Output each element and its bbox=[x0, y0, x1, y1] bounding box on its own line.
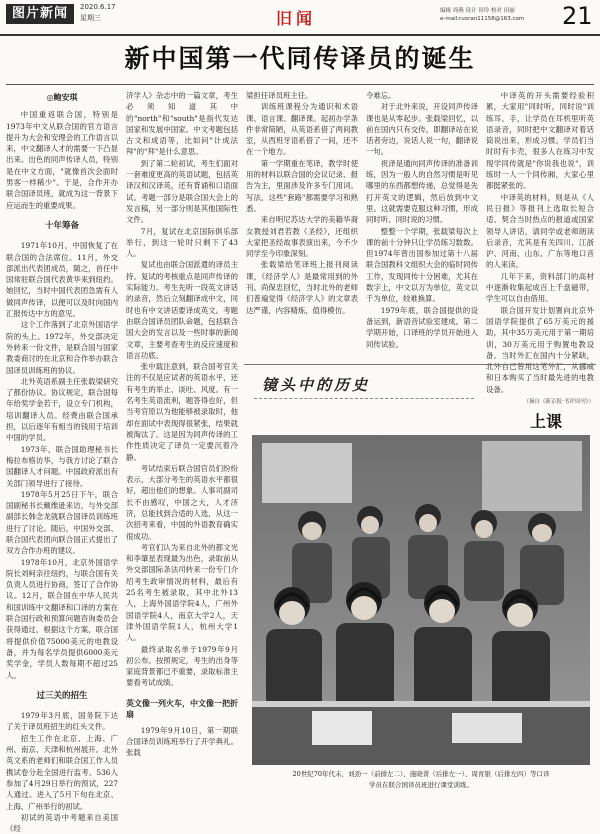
article-column-4 bbox=[366, 90, 478, 360]
paragraph: 祝泽是通向同声传译的准备训练，因为一般人的自然习惯是听见哪里的东西都想传递，总觉得是先打开英文的逻辑，然后放到中文里。这就需要克服这种习惯，形成同时听、同时说的习惯。 bbox=[366, 158, 478, 225]
paragraph: 整整一个学期，张载梁每次上课的前十分钟只让学员练习数数。但1974年曾出国参加过第十八届联合国教科文组织大会的临时同传工作，发现同传十分困难，尤其在数字上，中文以万为单位，英文以千为单位，较难换算。 bbox=[366, 226, 478, 304]
article-column-1 bbox=[6, 90, 118, 834]
photo-title: 上课 bbox=[530, 412, 563, 431]
paragraph: 中国重返联合国，特别是1973年中文从联合国的官方语言提升为大会和安理会的工作语言以来，中文翻译人才的需要一下凸显出来。出色的同声传译人员，特别是在中文方面，"就像首次会面时男客一样稀少"。于是，合作开办联合国译员班，就成为这一背景下应运而生的重要成果。 bbox=[6, 110, 118, 210]
paragraph: 这个工作落到了北京外国语学院的头上。1972年，外交部决定外转来一份文件，是联合国与国家教委商讨的在北京和合作举办联合国译员训练班的协议。 bbox=[6, 320, 118, 375]
paragraph: 第一学期重在笔译，教学时使用的材料以联合国的会议记录、报告为主，里面涉及许多专门用词。写法，这些"套路"都需要学习和熟悉。 bbox=[246, 158, 358, 213]
editorial-staff: 编辑 周燕 设计 田玲 校对 田丽 bbox=[440, 8, 515, 14]
article-column-2-bottom bbox=[126, 692, 238, 820]
section-title: 旧闻 bbox=[276, 9, 317, 28]
paragraph: 令难忘。 bbox=[366, 91, 396, 100]
headline-divider bbox=[6, 84, 594, 85]
paragraph: 1978年5月25日下午，联合国副秘书长戴维逊来访，与外交部副部长韩念龙就联合国译员训练班进行了讨论。随后，中国外交部、联合国代表团向联合国正式提出了双方合作办班的建议。 bbox=[6, 489, 118, 556]
page-number: 21 bbox=[562, 2, 593, 30]
paragraph: 复试也由联合国派遣的译员主持。复试的考核重点是同声传译的实际能力。考生先听一段英文讲话的录音，然后立刻翻译成中文，同时也有中文讲话要译成英文。考题由联合国译员团队命题，包括联合国大会的发言以及一些时事的新闻文章，主要考查考生的反应速度和语言功底。 bbox=[126, 260, 238, 360]
paragraph: 联合国开发计划署向北京外国语学院提供了65万美元的援助，其中35万美元用于第一期培训，30万美元用于购置电教设备。当时外汇在国内十分紧缺，北外自己曾用这笔外汇，从挪威和日本购买了当时最先进的电教设备。 bbox=[486, 305, 594, 394]
paragraph: 张中载注意到，联合国考官关注的不仅是应试者的英语水平，还有考生的举止、谈吐、风度。有一名考生英语流利，题答得也好，但当考官原以为他能够被录取时，他却在面试中表现得很紧张，结果就被淘汰了。这是因为同声传译的工作性质决定了译员一定要沉着冷静。 bbox=[126, 362, 238, 462]
page-header bbox=[0, 0, 600, 36]
article-column-3 bbox=[246, 90, 358, 360]
paragraph: 北外英语系副主任张载梁研究了都份协议。协议规定，联合国每年给奖学金若干，设立专门机构，培训翻译人员。经费由联合国承担，以后逐年有相当的钱用于培训中国的学员。 bbox=[6, 376, 118, 443]
classroom-photo-illustration bbox=[252, 435, 590, 765]
subheading: 英文像一列火车，中文像一把折扇 bbox=[126, 699, 238, 720]
paragraph: 1979年9月10日，第一期联合国译员训练班举行了开学典礼。张载 bbox=[126, 725, 238, 758]
paragraph: 7月，复试在北京国际俱乐部举行，到这一轮时只剩下了43人。 bbox=[126, 226, 238, 259]
paragraph: 中译英的材料，则是从《人民日报》等报刊上选取长短合适、契合当时热点的报道或国家领导人讲话，请同学或老师朗读后录音，尤其是有关四川、江浙沪、河南、山东、广东等地口音的人来读。 bbox=[486, 192, 594, 270]
paragraph: 中译英的开头需要经验积累，大家用"同时听，同时说"训练耳、手，让学员在耳机里听英语录音，同时把中文翻译对着话筒说出来，形成习惯。学员们当时时有卡壳，很多人在练习中发现学同传就是"你说我也说"，训练时一人一个同传厢，大家心里都挺紧张的。 bbox=[486, 91, 594, 191]
article-headline: 新中国第一代同传译员的诞生 bbox=[124, 44, 476, 73]
paragraph: 1978年10月，北京外国语学院长刘柯亲往纽约，与联合国有关负责人员进行协商，签订了合作协议。12月，联合国在中华人民共和国训练中文翻译和口译的方案在联合国行政和预算问题咨询委员会获得通过，根据这个方案，联合国将提供价值75000美元的电教设备，并为每名学员提供6000美元奖学金，学员人数每期不超过25人。 bbox=[6, 557, 118, 680]
issue-weekday: 星期三 bbox=[80, 14, 101, 22]
paragraph: 1979年底，联合国提供的设备运到，新语音试验室建成。第二学期开始，口译班的学员开始进入同传试验。 bbox=[366, 305, 478, 349]
subheading: 十年筹备 bbox=[44, 220, 79, 231]
paragraph: 训练班课程分为通识和术语课、语言课、翻译课。起初办学条件非常简陋，从英语系借了两间教室，从西班牙语系借了一间，还不在一个地方。 bbox=[246, 102, 358, 157]
author-byline: ◎鲍安琪 bbox=[46, 93, 78, 102]
photo-series-banner: 镜头中的历史 bbox=[254, 371, 474, 399]
photo-feature bbox=[244, 364, 596, 821]
masthead-logo: 图片新闻 bbox=[6, 4, 74, 24]
paragraph: 1973年，联合国助理秘书长梅拉布格访华，与我方讨论了联合国翻译人才问题。中国政府派出有关部门领导进行了接待。 bbox=[6, 444, 118, 488]
paragraph: 考试结束后联合国官员们纷纷表示，大部分考生的英语水平都很好，超出他们的想象。人事司副司长不由感叹，中国之大，人才济济，总能找到合适的人选，从这一次招考来看，中国的外语教育确实很成功。 bbox=[126, 463, 238, 541]
subheading: 过三关的招生 bbox=[36, 690, 88, 701]
paragraph: 到了第二轮初试，考生们面对一套难度更高的英语试题，包括英译汉和汉译英，还有背诵和口语面试。考题一部分是联合国大会上的发言稿，另一部分则是其他国际性文件。 bbox=[126, 158, 238, 225]
paragraph: 考官们认为来自北外的都文光和李肇星表现最为出色，录取前从外交部国际条法司转来一份专门介绍考生政审情况的材料，最后有25名考生被录取，其中北外13人，上海外国语学院4人，广州外国语学院4人，南京大学2人，天津外国语学院1人，杭州大学1人。 bbox=[126, 542, 238, 643]
paragraph: 1979年3月底，国务院下达了关于译员班招生的红头文件。 bbox=[6, 711, 118, 732]
paragraph: 几年下来，资料部门的高材中逐渐收集起成百上千盘磁带，学生可以自由借用。 bbox=[486, 271, 594, 304]
paragraph: 对于北外来说，开设同声传译课也是从零起步。张载梁回忆，以前在国内只有交传，即翻译站在说话者旁边，说话人说一句，翻译说一句。 bbox=[366, 102, 478, 157]
paragraph: 来自明尼苏达大学的美籍华裔女教授刘君若教《圣经》，还组织大家把圣经故事表演出来，今不少同学至今印象深刻。 bbox=[246, 215, 358, 259]
photo-caption: 20世纪70年代末，刘劲一（前排左二）、施晓菁（后排左一）、周育银（后排左四）等口译学员在联合国译员班进行课堂训练。 bbox=[292, 770, 550, 789]
paragraph: 1971年10月，中国恢复了在联合国的合法席位。11月，外交部派出代表团成员，随之，首任中国常驻联合国代表黄华来到纽约。她回忆，当时中国代表团急需有人做同声传译，以便可以及时向国内汇报传达中方的意见。 bbox=[6, 241, 118, 319]
source-credit: （摘自《新京报·书评周刊》） bbox=[523, 399, 594, 406]
issue-date: 2020.6.17 bbox=[80, 3, 116, 11]
paragraph: 梁担任译员班主任。 bbox=[246, 91, 313, 100]
paragraph: 最终录取名单于1979年9月初公布。按照规定，考生的出身等家庭背景都已不重要，录取标准主要看考试成绩。 bbox=[126, 644, 238, 688]
paragraph: 张载梁给笔译班上报刊阅读课，《经济学人》是最常用到的外刊。尚保忠回忆，当时北外的老师们普遍觉得《经济学人》的文章表达严谨，内容精炼，值得模仿。 bbox=[246, 260, 358, 315]
classroom-photo bbox=[252, 435, 590, 765]
paragraph: 济学人》杂志中的一篇文章，考生必须知道其中的"north"和"south"是指代发达国家和发展中国家。中文考题包括古文和成语等，比如问"计成法拜"的"拜"是什么意思。 bbox=[126, 91, 238, 157]
paragraph: 初试的英语中考题来自美国《经 bbox=[6, 812, 118, 834]
contact-email: e-mail:ruoran11158@163.com bbox=[440, 16, 525, 22]
paragraph: 招生工作在北京、上海、广州、南京、天津和杭州展开。北外英文系的老师们和联合国工作人员携试卷分赴全国进行监考。536人参加了4月29日举行的预试，227人通过。进入了5月下旬在北京、上海、广州举行的初试。 bbox=[6, 733, 118, 811]
